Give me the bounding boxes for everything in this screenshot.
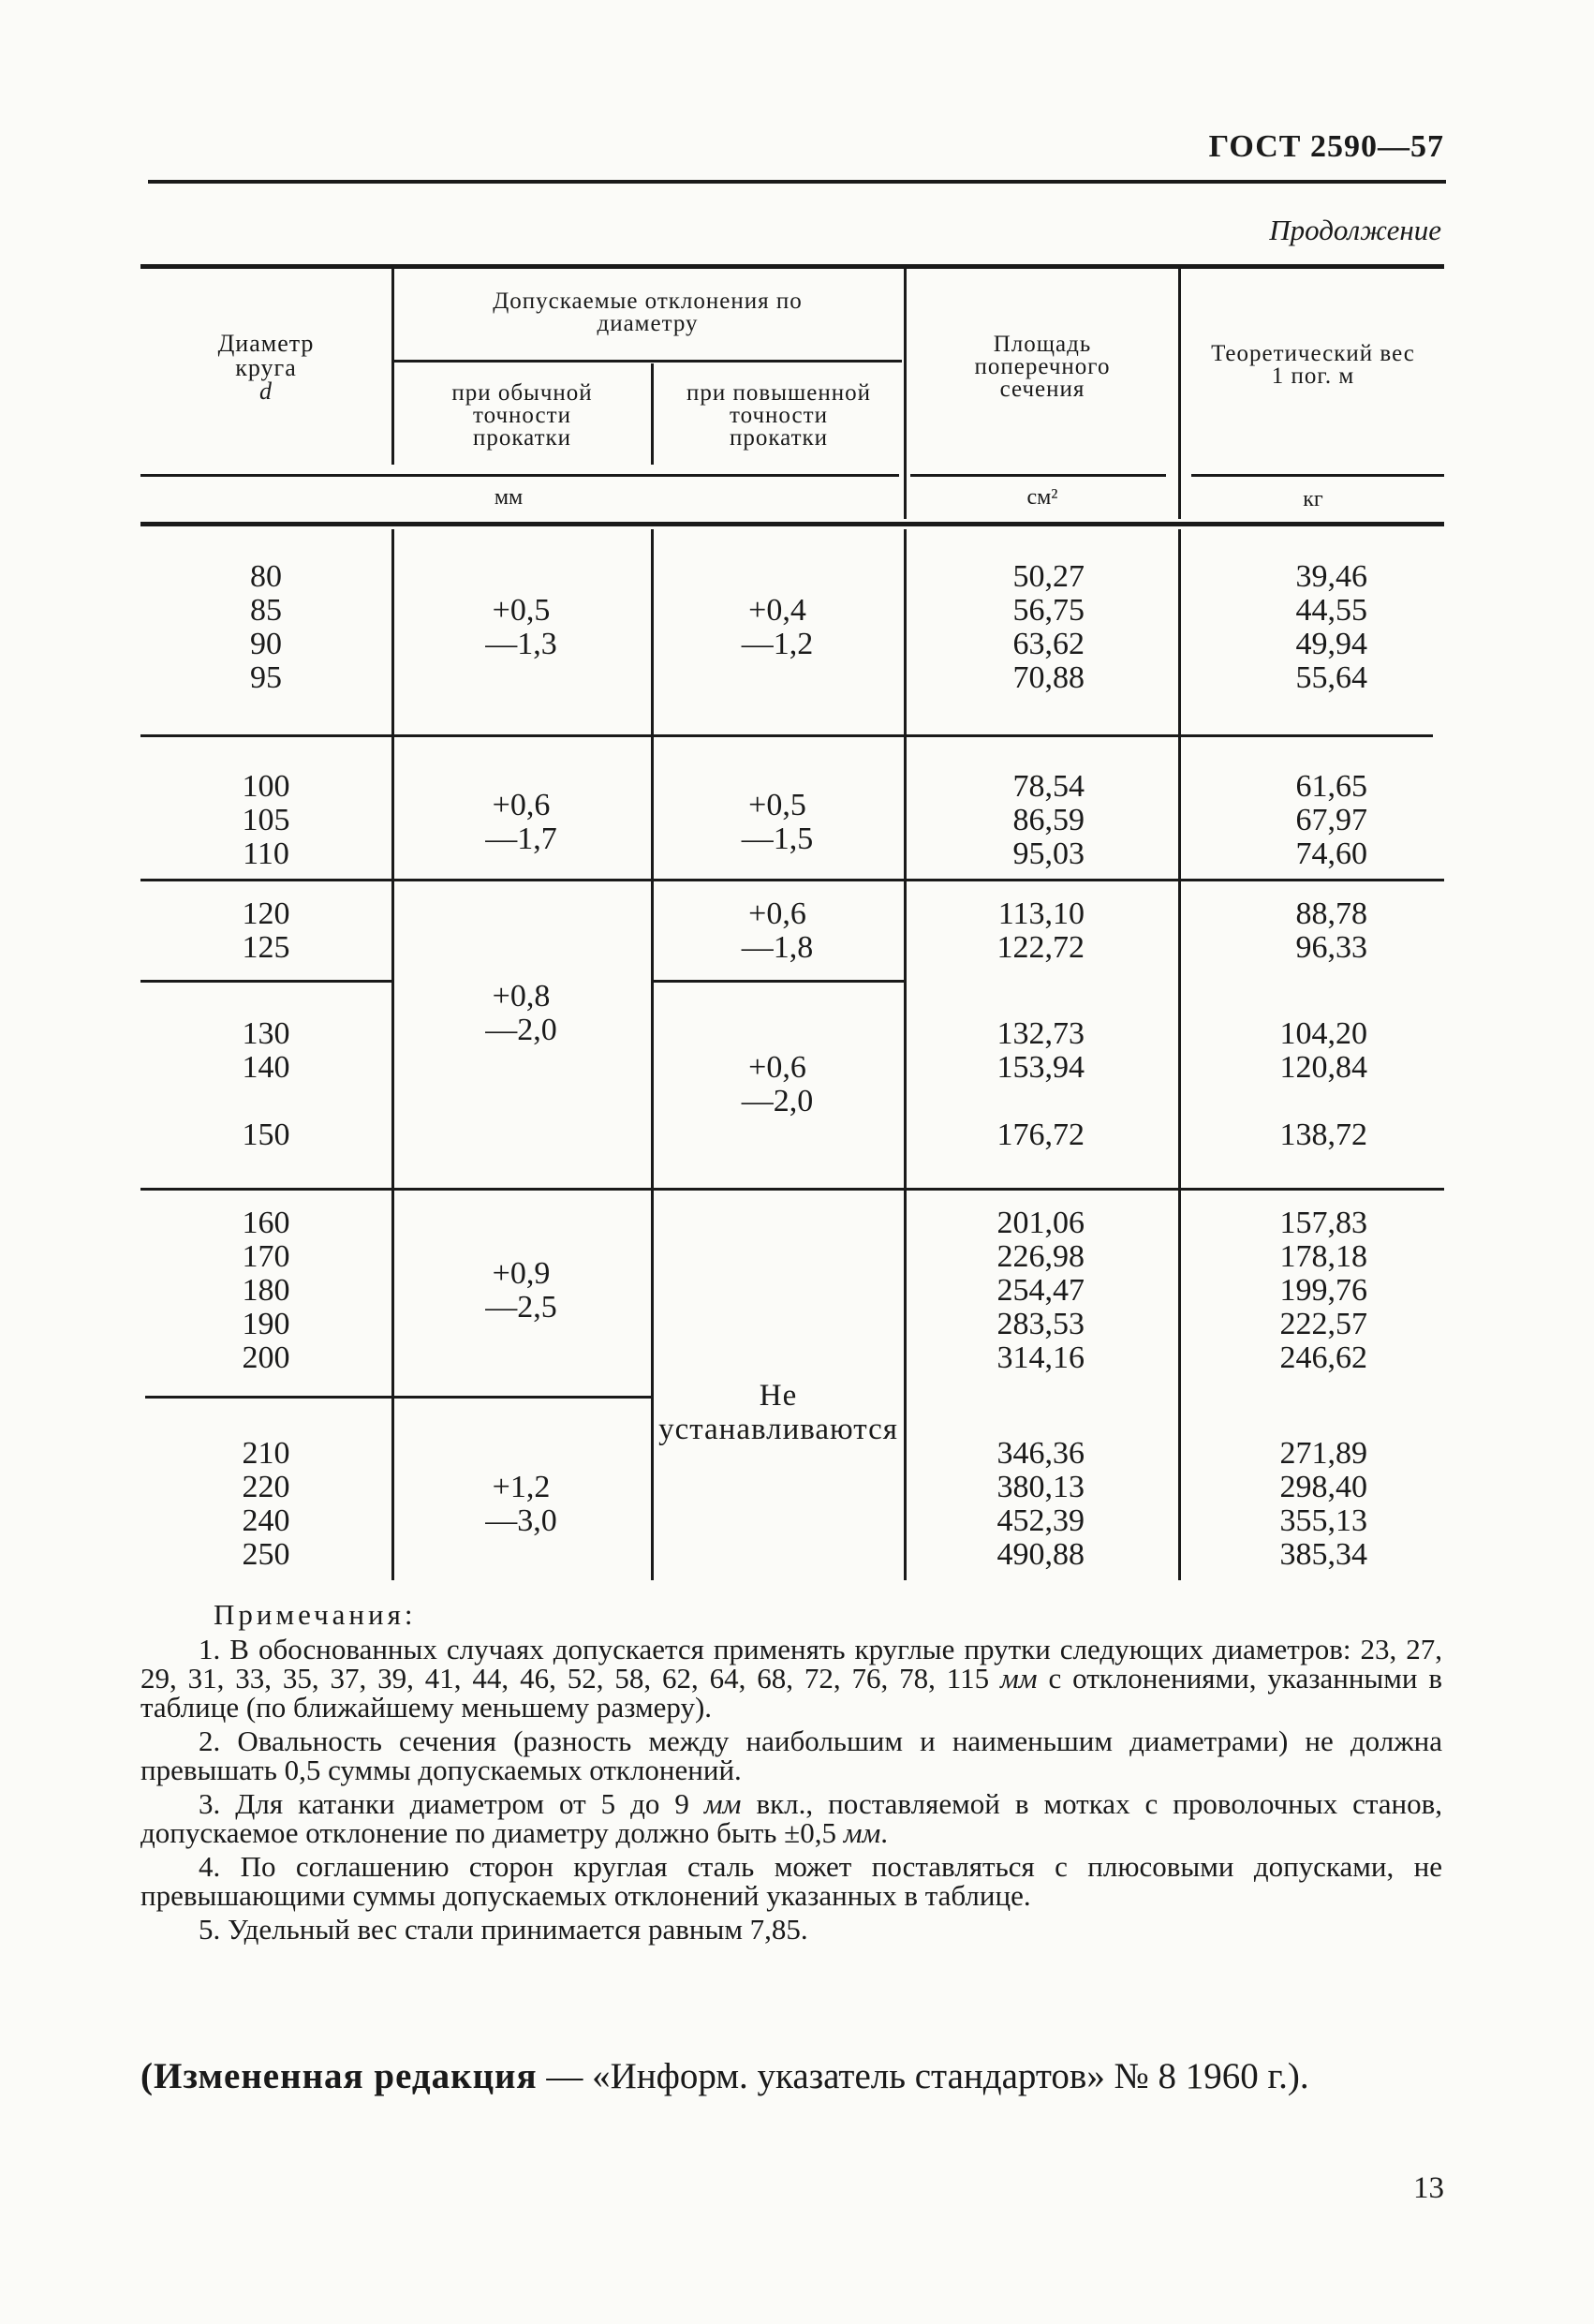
diameter-cell: 120 125 [242,896,290,965]
weight-cell: 88,78 96,33 [1295,896,1367,965]
area-cell: 346,36 380,13 452,39 490,88 [996,1436,1085,1572]
area-cell: 132,73 153,94 176,72 [996,1016,1085,1152]
area-cell: 50,27 56,75 63,62 70,88 [1012,559,1085,695]
normal-tolerance: +1,2 —3,0 [485,1470,557,1538]
normal-tolerance: +0,6 —1,7 [485,788,557,856]
note-item: 2. Овальность сечения (разность между наибольшим и наименьшим диаметрами) не должна превышать 0,5 суммы допускаемых отклонений. [140,1724,1442,1786]
amendment-note: (Измененная редакция — «Информ. указатель стандартов» № 8 1960 г.). [140,2056,1309,2096]
high-tolerance: +0,5 —1,5 [741,788,814,856]
normal-tolerance: +0,8 —2,0 [485,979,557,1047]
diameter-cell: 160 170 180 190 200 [242,1206,290,1375]
weight-cell: 104,20 120,84 138,72 [1279,1016,1367,1152]
diameter-cell: 210 220 240 250 [242,1436,290,1572]
high-tolerance: +0,6 —1,8 [741,896,814,965]
notes-section [140,1600,1442,1948]
diameter-cell: 80 85 90 95 [250,559,282,695]
page-number: 13 [1413,2171,1444,2205]
normal-tolerance: +0,9 —2,5 [485,1256,557,1325]
header-rule [148,180,1446,184]
weight-cell: 157,83 178,18 199,76 222,57 246,62 [1279,1206,1367,1375]
header-normal-accuracy: при обычной точности прокатки [451,380,593,451]
header-high-accuracy: при повышенной точности прокатки [686,380,871,451]
not-set-label: Не устанавливаются [658,1379,898,1446]
note-item: 1. В обоснованных случаях допускается применять круглые прутки следующих диаметров: 23, 27, 29, 31, 33, 35, 37, 39, 41, 44, 46, 52, 58, 62, 64, 68, 72, 76, 78, 115 мм с отклонениями, указанными в таблице (по ближайшему меньшему размеру). [140,1633,1442,1724]
unit-mm: мм [494,485,524,510]
continuation-label: Продолжение [1269,214,1441,246]
note-item: 5. Удельный вес стали принимается равным 7,85. [199,1913,808,1946]
note-item: 3. Для катанки диаметром от 5 до 9 мм вкл., поставляемой в мотках с проволочных станов, допускаемое отклонение по диаметру должно быть ±0,5 мм. [140,1787,1443,1849]
diameter-cell: 130 140 150 [242,1016,290,1152]
note-item: 4. По соглашению сторон круглая сталь может поставляться с плюсовыми допусками, не превышающими суммы допускаемых отклонений указанных в таблице. [140,1850,1442,1912]
standard-number: ГОСТ 2590—57 [1208,129,1444,164]
header-deviations: Допускаемые отклонения по диаметру [493,289,803,336]
header-area: Площадь поперечного сечения [974,332,1111,402]
high-tolerance: +0,6 —2,0 [741,1050,814,1118]
weight-cell: 271,89 298,40 355,13 385,34 [1279,1436,1367,1572]
normal-tolerance: +0,5 —1,3 [485,593,557,661]
unit-kg: кг [1303,487,1323,511]
weight-cell: 61,65 67,97 74,60 [1295,769,1367,871]
unit-cm2: см² [1026,485,1058,510]
area-cell: 113,10 122,72 [996,896,1085,965]
notes-title: Примечания: [214,1598,417,1631]
weight-cell: 39,46 44,55 49,94 55,64 [1295,559,1367,695]
header-diameter: Диаметр круга d [217,330,315,405]
diameter-cell: 100 105 110 [242,769,290,871]
area-cell: 78,54 86,59 95,03 [1012,769,1085,871]
area-cell: 201,06 226,98 254,47 283,53 314,16 [996,1206,1085,1375]
high-tolerance: +0,4 —1,2 [741,593,814,661]
header-weight: Теоретический вес 1 пог. м [1211,341,1415,389]
